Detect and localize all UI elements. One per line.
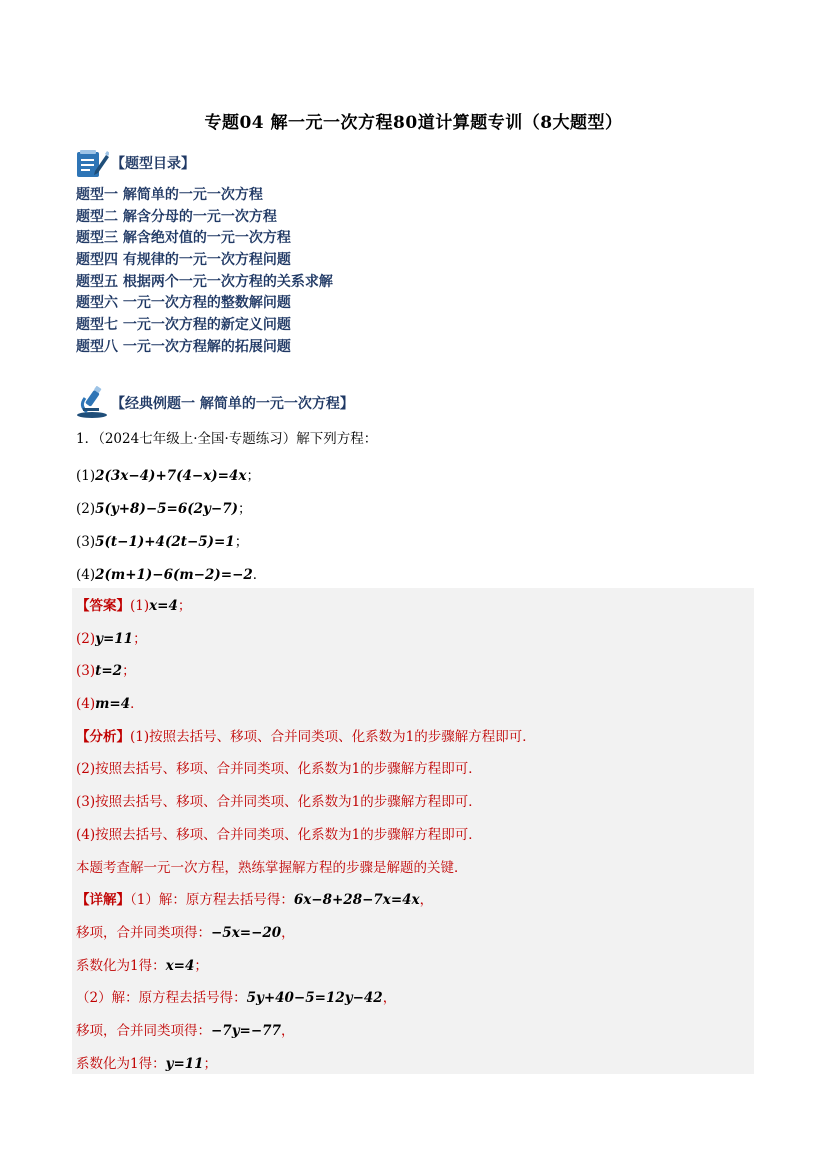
question-intro xyxy=(76,428,377,450)
answer-number: (1) xyxy=(130,598,150,614)
detail-line xyxy=(76,982,536,1015)
part-end: ； xyxy=(246,468,260,484)
detail-equation: 6x−8+28−7x=4x xyxy=(293,892,420,909)
detail-text: 移项，合并同类项得： xyxy=(76,924,211,941)
answer-end: ； xyxy=(133,630,147,647)
detail-equation: x=4 xyxy=(165,957,195,974)
toc-item[interactable]: 题型三 解含绝对值的一元一次方程 xyxy=(76,230,291,247)
toc-item[interactable]: 题型五 根据两个一元一次方程的关系求解 xyxy=(76,273,333,290)
answer-line xyxy=(76,688,536,721)
answer-number: (3) xyxy=(76,663,96,680)
detail-text: （1）解：原方程去括号得： xyxy=(130,892,294,909)
detail-text: 移项，合并同类项得： xyxy=(76,1022,211,1039)
detail-equation: y=11 xyxy=(165,1055,204,1072)
part-end: ． xyxy=(252,567,267,583)
detail-line xyxy=(76,917,536,950)
detail-line xyxy=(76,950,536,983)
detail-text: 系数化为1得： xyxy=(76,957,166,974)
answer-section xyxy=(76,590,536,1080)
detail-equation: −5x=−20 xyxy=(211,924,282,941)
answer-number: (4) xyxy=(76,696,96,713)
equation: 2(m+1)−6(m−2)=−2 xyxy=(95,567,253,583)
toc-item[interactable]: 题型八 一元一次方程解的拓展问题 xyxy=(76,338,291,355)
toc-item[interactable]: 题型一 解简单的一元一次方程 xyxy=(76,187,263,203)
document-title: 专题04 解一元一次方程80道计算题专训（8大题型） xyxy=(204,113,623,133)
part-end: ； xyxy=(237,501,252,517)
answer-value: m=4 xyxy=(95,696,131,713)
part-number: (4) xyxy=(76,567,96,583)
answer-line xyxy=(76,623,536,656)
question-text: 1．（2024七年级上·全国·专题练习）解下列方程： xyxy=(76,431,378,447)
answer-number: (2) xyxy=(76,630,96,647)
detail-end: ； xyxy=(203,1055,218,1072)
toc-item[interactable]: 题型六 一元一次方程的整数解问题 xyxy=(76,295,291,312)
question-part xyxy=(76,493,266,526)
question-parts xyxy=(76,460,266,592)
part-number: (2) xyxy=(76,501,96,517)
detail-end: ， xyxy=(280,1022,295,1039)
section-header-label: 【经典例题一 解简单的一元一次方程】 xyxy=(111,396,354,412)
answer-end: ； xyxy=(177,598,192,614)
answer-tag: 【答案】 xyxy=(76,598,130,614)
answer-value: y=11 xyxy=(95,630,134,647)
detail-end: ； xyxy=(194,957,208,974)
analysis-line xyxy=(76,721,536,754)
analysis-line: (4)按照去括号、移项、合并同类项、化系数为1的步骤解方程即可． xyxy=(76,826,482,843)
answer-line xyxy=(76,655,536,688)
microscope-icon xyxy=(75,386,109,422)
question-part xyxy=(76,526,266,559)
detail-line xyxy=(76,1015,536,1048)
part-number: (3) xyxy=(76,534,96,550)
analysis-text: (1)按照去括号、移项、合并同类项、化系数为1的步骤解方程即可． xyxy=(130,728,536,745)
analysis-tag: 【分析】 xyxy=(76,728,130,745)
part-number: (1) xyxy=(76,468,96,484)
part-end: ； xyxy=(234,534,249,550)
toc-list xyxy=(76,185,333,359)
detail-equation: −7y=−77 xyxy=(211,1022,281,1039)
equation: 2(3x−4)+7(4−x)=4x xyxy=(95,468,247,484)
detail-tag: 【详解】 xyxy=(76,892,130,909)
analysis-line: (2)按照去括号、移项、合并同类项、化系数为1的步骤解方程即可． xyxy=(76,761,482,778)
equation: 5(t−1)+4(2t−5)=1 xyxy=(95,534,235,550)
detail-line xyxy=(76,1048,536,1081)
detail-line xyxy=(76,884,536,917)
answer-value: t=2 xyxy=(95,663,123,680)
question-part xyxy=(76,460,266,493)
analysis-line: (3)按照去括号、移项、合并同类项、化系数为1的步骤解方程即可． xyxy=(76,794,482,811)
toc-header-label: 【题型目录】 xyxy=(111,156,195,172)
detail-end: ， xyxy=(382,990,397,1007)
detail-text: （2）解：原方程去括号得： xyxy=(76,990,247,1007)
notepad-pencil-icon xyxy=(75,147,109,183)
toc-item[interactable]: 题型二 解含分母的一元一次方程 xyxy=(76,208,277,225)
toc-item[interactable]: 题型四 有规律的一元一次方程问题 xyxy=(76,252,291,269)
answer-line xyxy=(76,590,536,623)
toc-item[interactable]: 题型七 一元一次方程的新定义问题 xyxy=(76,317,291,334)
answer-end: ． xyxy=(130,696,144,713)
equation: 5(y+8)−5=6(2y−7) xyxy=(95,501,238,517)
detail-equation: 5y+40−5=12y−42 xyxy=(246,990,383,1007)
analysis-summary: 本题考查解一元一次方程，熟练掌握解方程的步骤是解题的关键． xyxy=(76,859,468,876)
answer-end: ； xyxy=(122,663,136,680)
answer-value: x=4 xyxy=(149,598,178,614)
detail-end: ， xyxy=(281,924,295,941)
detail-end: ， xyxy=(419,892,434,909)
detail-text: 系数化为1得： xyxy=(76,1055,166,1072)
